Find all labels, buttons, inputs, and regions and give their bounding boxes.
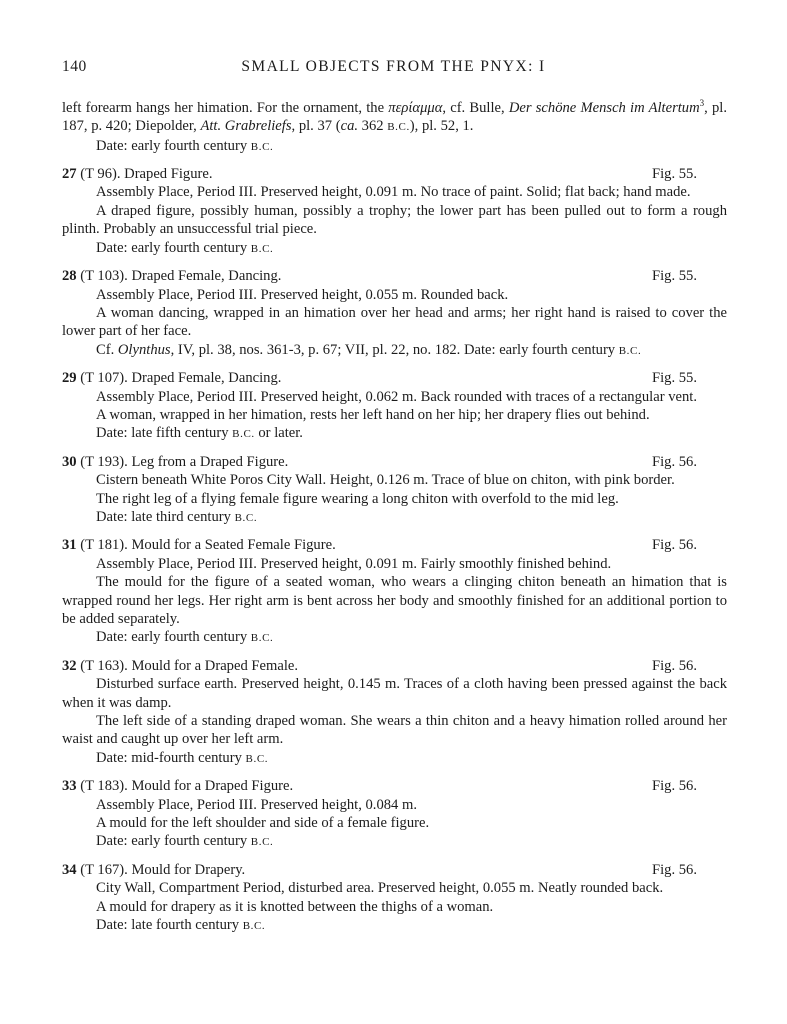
entry-description: The mould for the figure of a seated woman, who wears a clinging chiton beneath an himation that is wrapped round her legs. Her right arm is bent across her body and smoothly finished for an additional portion to be added separately. bbox=[62, 574, 727, 628]
entry-description: A mould for drapery as it is knotted between the thighs of a woman. bbox=[96, 898, 494, 915]
figure-reference: Fig. 56. bbox=[651, 453, 697, 470]
catalogue-entry bbox=[62, 453, 727, 528]
entry-provenance: Assembly Place, Period III. Preserved height, 0.084 m. bbox=[96, 796, 417, 813]
body-text bbox=[62, 94, 727, 936]
catalogue-entry bbox=[62, 536, 727, 647]
catalogue-entry bbox=[62, 861, 727, 936]
entry-number: 32 bbox=[62, 657, 77, 674]
figure-reference: Fig. 55. bbox=[651, 166, 697, 183]
entry-heading: 30 (T 193). Leg from a Draped Figure. Fig. 56. bbox=[62, 453, 697, 470]
figure-reference: Fig. 55. bbox=[651, 370, 697, 387]
catalogue-entry bbox=[62, 165, 727, 258]
entry-heading: 33 (T 183). Mould for a Draped Figure. Fig. 56. bbox=[62, 778, 697, 795]
entry-heading: 27 (T 96). Draped Figure. Fig. 55. bbox=[62, 166, 697, 183]
running-head: SMALL OBJECTS FROM THE PNYX: I bbox=[241, 58, 546, 75]
entry-number: 31 bbox=[62, 537, 77, 554]
entry-date: Date: late fourth century B.C. bbox=[96, 917, 266, 934]
entry-date: Date: late third century B.C. bbox=[96, 508, 258, 525]
entry-date: Date: early fourth century B.C. bbox=[96, 239, 274, 256]
entry-description: A woman dancing, wrapped in an himation over her head and arms; her right hand is raised to cover the lower part of her face. bbox=[62, 304, 727, 340]
entry-provenance: City Wall, Compartment Period, disturbed area. Preserved height, 0.055 m. Neatly rounded back. bbox=[96, 880, 664, 897]
entry-provenance: Assembly Place, Period III. Preserved height, 0.091 m. No trace of paint. Solid; flat back; hand made. bbox=[96, 184, 691, 201]
figure-reference: Fig. 56. bbox=[651, 537, 697, 554]
entry-provenance: Assembly Place, Period III. Preserved height, 0.055 m. Rounded back. bbox=[96, 286, 509, 303]
citation-title: Der schöne Mensch im Altertum bbox=[508, 99, 700, 116]
catalogue-entry bbox=[62, 657, 727, 768]
entry-date: Date: late fifth century B.C. or later. bbox=[96, 425, 303, 442]
entry-heading: 34 (T 167). Mould for Drapery. Fig. 56. bbox=[62, 861, 697, 878]
catalogue-entry bbox=[62, 267, 727, 360]
citation-title: Att. Grabreliefs bbox=[200, 118, 292, 135]
entry-comparanda: Cf. Olynthus, IV, pl. 38, nos. 361-3, p. 67; VII, pl. 22, no. 182. Date: early fourth century B.C. bbox=[96, 341, 642, 358]
entry-number: 28 bbox=[62, 268, 77, 285]
entry-description: The left side of a standing draped woman. She wears a thin chiton and a heavy himation rolled around her waist and caught up over her left arm. bbox=[62, 713, 727, 748]
intro-paragraph: left forearm hangs her himation. For the ornament, the περίαμμα, cf. Bulle, Der schöne Mensch im Altertum$^3$, pl. 187, p. 420; Diepolder, Att. Grabreliefs, pl. 37 (ca. 362 B.C.), pl. 52, 1. bbox=[62, 98, 727, 135]
entry-description: The right leg of a flying female figure wearing a long chiton with overfold to the mid leg. bbox=[96, 490, 619, 507]
entry-description: A draped figure, possibly human, possibly a trophy; the lower part has been pulled out to form a rough plinth. Probably an unsuccessful trial piece. bbox=[62, 202, 727, 238]
entry-number: 27 bbox=[62, 166, 77, 183]
citation-title: Olynthus bbox=[117, 341, 171, 358]
entry-number: 29 bbox=[62, 370, 77, 387]
figure-reference: Fig. 55. bbox=[651, 268, 697, 285]
entry-date: Date: early fourth century B.C. bbox=[96, 629, 274, 646]
entry-date: Date: mid-fourth century B.C. bbox=[96, 749, 269, 766]
entry-number: 30 bbox=[62, 453, 77, 470]
entry-heading: 29 (T 107). Draped Female, Dancing. Fig. 55. bbox=[62, 370, 697, 387]
entry-provenance: Assembly Place, Period III. Preserved height, 0.091 m. Fairly smoothly finished behind. bbox=[96, 555, 612, 572]
page-number: 140 bbox=[62, 58, 87, 75]
catalogue-entry bbox=[62, 369, 727, 444]
entry-provenance: Disturbed surface earth. Preserved height, 0.145 m. Traces of a cloth having been pressed against the back when it was damp. bbox=[62, 676, 727, 711]
entry-number: 33 bbox=[62, 778, 77, 795]
entry-number: 34 bbox=[62, 861, 77, 878]
entry-description: A woman, wrapped in her himation, rests her left hand on her hip; her drapery flies out behind. bbox=[96, 406, 650, 423]
entry-heading: 31 (T 181). Mould for a Seated Female Figure. Fig. 56. bbox=[62, 537, 697, 554]
greek-term: περίαμμα bbox=[388, 99, 443, 116]
entry-provenance: Cistern beneath White Poros City Wall. Height, 0.126 m. Trace of blue on chiton, with pink border. bbox=[96, 472, 675, 489]
catalogue-entry bbox=[62, 777, 727, 852]
entry-heading: 28 (T 103). Draped Female, Dancing. Fig. 55. bbox=[62, 268, 697, 285]
entry-heading: 32 (T 163). Mould for a Draped Female. Fig. 56. bbox=[62, 657, 697, 674]
intro-date: Date: early fourth century B.C. bbox=[96, 137, 274, 154]
figure-reference: Fig. 56. bbox=[651, 861, 697, 878]
figure-reference: Fig. 56. bbox=[651, 778, 697, 795]
entry-date: Date: early fourth century B.C. bbox=[96, 833, 274, 850]
figure-reference: Fig. 56. bbox=[651, 657, 697, 674]
entry-provenance: Assembly Place, Period III. Preserved height, 0.062 m. Back rounded with traces of a rectangular vent. bbox=[96, 388, 698, 405]
entry-description: A mould for the left shoulder and side of a female figure. bbox=[96, 815, 430, 832]
page-header bbox=[62, 58, 725, 82]
